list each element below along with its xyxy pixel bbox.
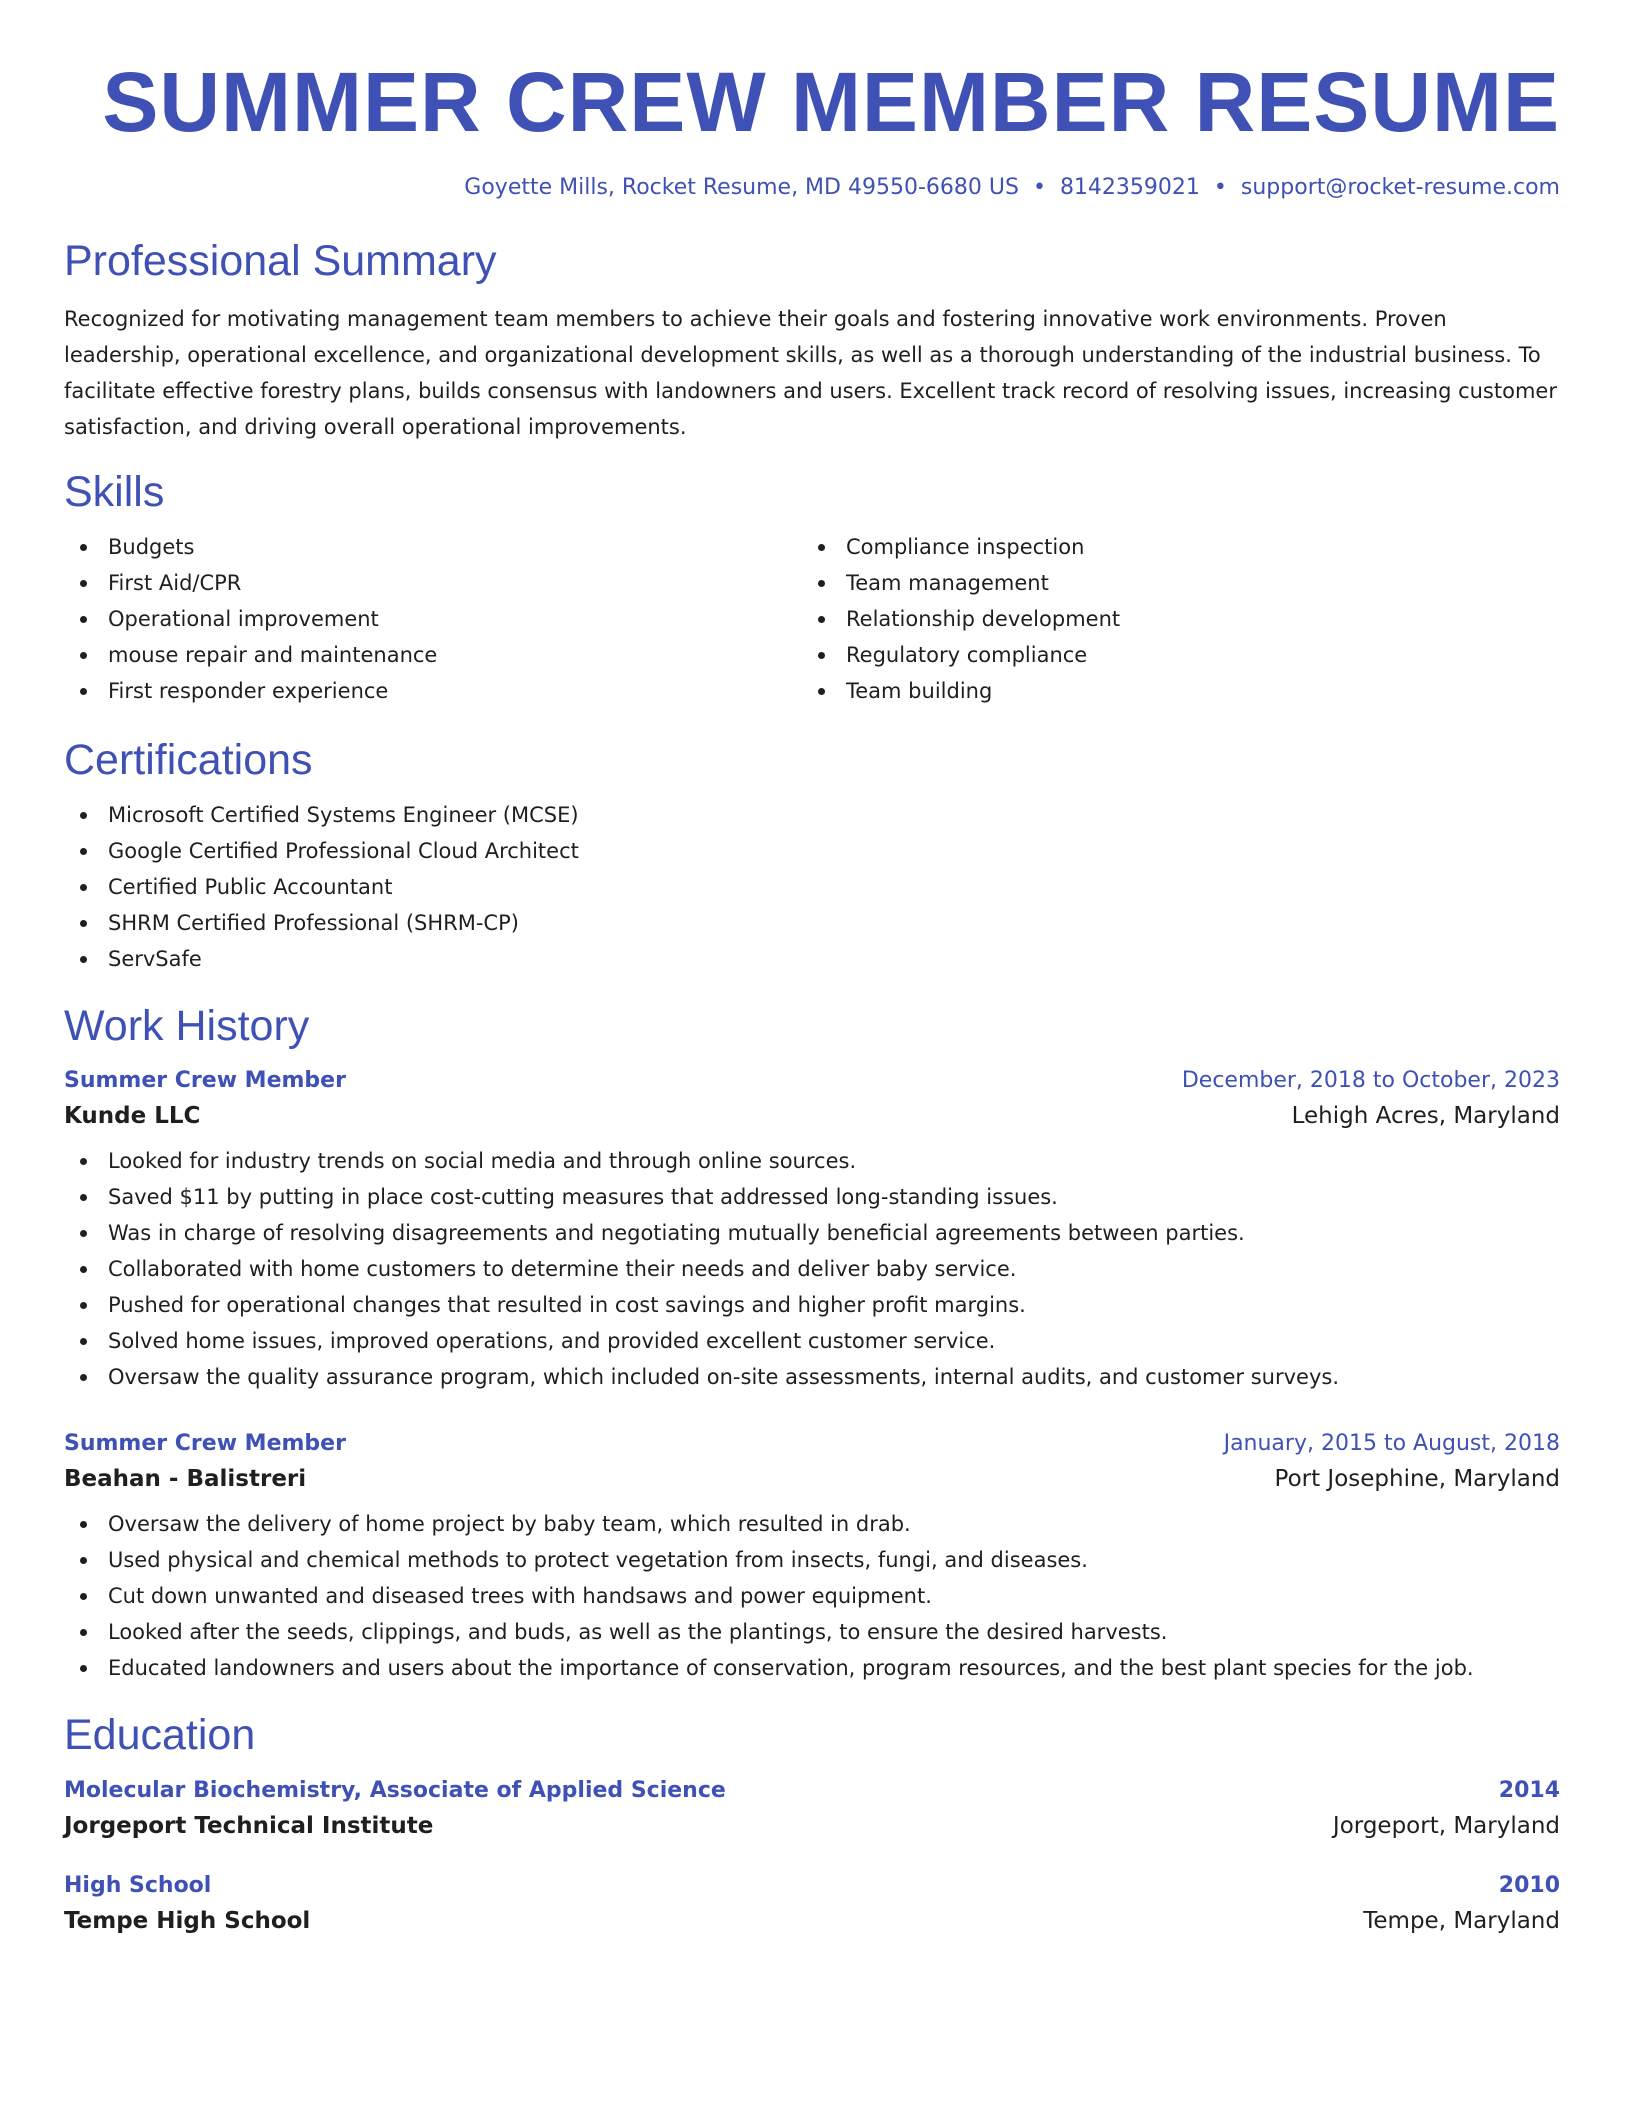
job-bullet: Used physical and chemical methods to protect vegetation from insects, fungi, and diseases. — [64, 1542, 1560, 1578]
skills-grid — [64, 529, 1560, 709]
section-heading-work: Work History — [64, 1001, 310, 1050]
contact-email: support@rocket-resume.com — [1240, 174, 1560, 200]
job-bullet: Pushed for operational changes that resulted in cost savings and higher profit margins. — [64, 1287, 1560, 1323]
education-entry — [64, 1873, 1560, 1934]
job-title: Summer Crew Member — [64, 1068, 346, 1094]
resume-page — [64, 44, 1560, 1934]
education-school-row — [64, 1908, 1560, 1934]
resume-title: SUMMER CREW MEMBER RESUME — [102, 55, 1560, 149]
job-bullet: Collaborated with home customers to determine their needs and deliver baby service. — [64, 1251, 1560, 1287]
education-section — [64, 1710, 1560, 1934]
summary-text: Recognized for motivating management team members to achieve their goals and fostering innovative work environments. Proven leadership, operational excellence, and organizational development skills, as well as a thorough understanding of the industrial business. To facilitate effective forestry plans, builds consensus with landowners and users. Excellent track record of resolving issues, increasing customer satisfaction, and driving overall operational improvements. — [64, 307, 1557, 440]
certification-item: SHRM Certified Professional (SHRM-CP) — [64, 905, 1560, 941]
contact-address: Goyette Mills, Rocket Resume, MD 49550-6680 US — [464, 174, 1019, 200]
job-dates: December, 2018 to October, 2023 — [1181, 1068, 1560, 1094]
certification-item: Certified Public Accountant — [64, 869, 1560, 905]
skill-item: Team management — [802, 565, 1540, 601]
job-location: Lehigh Acres, Maryland — [1291, 1103, 1560, 1130]
job-bullet: Oversaw the quality assurance program, which included on-site assessments, internal audits, and customer surveys. — [64, 1359, 1560, 1395]
job-company-row — [64, 1103, 1560, 1129]
section-heading-education: Education — [64, 1711, 256, 1760]
job-title: Summer Crew Member — [64, 1431, 346, 1457]
job-bullet: Saved $11 by putting in place cost-cutting measures that addressed long-standing issues. — [64, 1179, 1560, 1215]
section-heading-summary: Professional Summary — [64, 236, 497, 285]
certifications-section — [64, 735, 1560, 977]
skill-item: First responder experience — [64, 673, 802, 709]
education-degree: High School — [64, 1872, 212, 1898]
skill-item: First Aid/CPR — [64, 565, 802, 601]
education-location: Tempe, Maryland — [1363, 1907, 1560, 1934]
job-bullet: Educated landowners and users about the importance of conservation, program resources, and the best plant species for the job. — [64, 1650, 1560, 1686]
summary-section — [64, 236, 1560, 446]
certification-item: Google Certified Professional Cloud Architect — [64, 833, 1560, 869]
certifications-list — [64, 797, 1560, 977]
education-degree-row — [64, 1778, 1560, 1803]
skill-item: Relationship development — [802, 601, 1540, 637]
job-entry — [64, 1431, 1560, 1686]
skill-item: Budgets — [64, 529, 802, 565]
education-school-row — [64, 1813, 1560, 1839]
education-location: Jorgeport, Maryland — [1332, 1812, 1560, 1839]
skills-section — [64, 467, 1560, 709]
job-bullets — [64, 1506, 1560, 1686]
education-degree-row — [64, 1873, 1560, 1898]
skill-item: Team building — [802, 673, 1540, 709]
job-bullet: Was in charge of resolving disagreements and negotiating mutually beneficial agreements between parties. — [64, 1215, 1560, 1251]
contact-phone: 8142359021 — [1059, 174, 1200, 200]
contact-line — [64, 175, 1560, 200]
skills-list-right — [802, 529, 1540, 709]
job-bullet: Looked for industry trends on social media and through online sources. — [64, 1143, 1560, 1179]
education-school: Jorgeport Technical Institute — [64, 1812, 434, 1839]
work-section — [64, 1001, 1560, 1687]
job-title-row — [64, 1431, 1560, 1456]
section-heading-skills: Skills — [64, 468, 165, 517]
education-entry — [64, 1778, 1560, 1839]
job-bullet: Oversaw the delivery of home project by baby team, which resulted in drab. — [64, 1506, 1560, 1542]
job-bullets — [64, 1143, 1560, 1395]
job-bullet: Solved home issues, improved operations, and provided excellent customer service. — [64, 1323, 1560, 1359]
job-title-row — [64, 1068, 1560, 1093]
education-school: Tempe High School — [64, 1907, 311, 1934]
job-company: Kunde LLC — [64, 1103, 201, 1130]
education-degree: Molecular Biochemistry, Associate of Applied Science — [64, 1777, 726, 1803]
job-location: Port Josephine, Maryland — [1274, 1466, 1560, 1493]
job-company-row — [64, 1466, 1560, 1492]
skills-list-left — [64, 529, 802, 709]
contact-separator: • — [1032, 174, 1046, 200]
certification-item: Microsoft Certified Systems Engineer (MCSE) — [64, 797, 1560, 833]
skill-item: Compliance inspection — [802, 529, 1540, 565]
job-company: Beahan - Balistreri — [64, 1466, 307, 1493]
job-bullet: Cut down unwanted and diseased trees with handsaws and power equipment. — [64, 1578, 1560, 1614]
section-heading-certifications: Certifications — [64, 735, 313, 784]
job-dates: January, 2015 to August, 2018 — [1223, 1431, 1560, 1457]
job-entry — [64, 1068, 1560, 1395]
skill-item: Operational improvement — [64, 601, 802, 637]
job-bullet: Looked after the seeds, clippings, and buds, as well as the plantings, to ensure the desired harvests. — [64, 1614, 1560, 1650]
education-year: 2014 — [1498, 1777, 1560, 1803]
contact-separator: • — [1213, 174, 1227, 200]
certification-item: ServSafe — [64, 941, 1560, 977]
skill-item: Regulatory compliance — [802, 637, 1540, 673]
education-year: 2010 — [1498, 1872, 1560, 1898]
skill-item: mouse repair and maintenance — [64, 637, 802, 673]
